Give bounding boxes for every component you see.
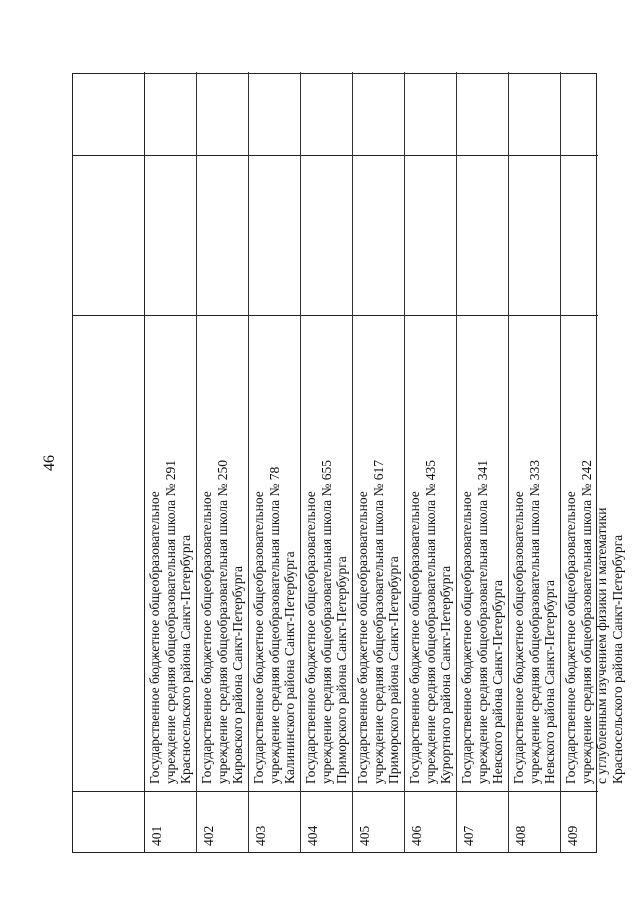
school-name-line: Красносельского района Санкт-Петербурга bbox=[609, 534, 625, 784]
school-name-line: Государственное бюджетное общеобразовательное bbox=[303, 491, 318, 784]
school-name-line: учреждение средняя общеобразовательная школа № 341 bbox=[474, 460, 490, 784]
row-number: 406 bbox=[409, 825, 424, 846]
school-name-line: Государственное бюджетное общеобразовательное bbox=[199, 491, 214, 784]
row-number: 403 bbox=[253, 825, 268, 846]
school-name bbox=[301, 318, 352, 788]
school-name bbox=[145, 318, 196, 788]
school-name-line: Государственное бюджетное общеобразовательное bbox=[251, 491, 266, 784]
school-name bbox=[509, 318, 560, 788]
row-number: 402 bbox=[201, 825, 216, 846]
schools-table bbox=[72, 73, 625, 853]
school-name-line: с углубленным изучением физики и математики bbox=[594, 507, 609, 784]
school-name-line: учреждение средняя общеобразовательная школа № 655 bbox=[318, 460, 334, 784]
school-name-line: Государственное бюджетное общеобразовательное bbox=[147, 491, 162, 784]
school-name-line: учреждение средняя общеобразовательная школа № 250 bbox=[214, 460, 230, 784]
school-name-line: учреждение средняя общеобразовательная школа № 291 bbox=[162, 460, 178, 784]
school-name-line: учреждение средняя общеобразовательная школа № 78 bbox=[266, 466, 282, 784]
table-row bbox=[249, 72, 301, 852]
school-name-line: Курортного района Санкт-Петербурга bbox=[438, 565, 453, 784]
school-name bbox=[561, 318, 630, 788]
school-name-line: Государственное бюджетное общеобразовательное bbox=[355, 491, 370, 784]
row-number: 404 bbox=[305, 825, 320, 846]
school-name-line: Красносельского района Санкт-Петербурга bbox=[178, 534, 193, 784]
school-name bbox=[405, 318, 456, 788]
school-name-line: учреждение средняя общеобразовательная школа № 333 bbox=[526, 460, 542, 784]
school-name-line: Приморского района Санкт-Петербурга bbox=[386, 556, 401, 784]
table-header-row bbox=[73, 72, 145, 852]
table-row bbox=[353, 72, 405, 852]
table-row bbox=[301, 72, 353, 852]
row-number: 401 bbox=[149, 825, 164, 846]
table-row bbox=[509, 72, 561, 852]
school-name-line: Государственное бюджетное общеобразовательное bbox=[407, 491, 422, 784]
school-name-line: Государственное бюджетное общеобразовательное bbox=[511, 491, 526, 784]
page-number: 46 bbox=[41, 455, 58, 471]
school-name bbox=[197, 318, 248, 788]
school-name bbox=[249, 318, 300, 788]
row-number: 407 bbox=[461, 825, 476, 846]
school-name-line: Государственное бюджетное общеобразовательное bbox=[563, 491, 578, 784]
school-name-line: Калининского района Санкт-Петербурга bbox=[282, 551, 297, 784]
school-name-line: Приморского района Санкт-Петербурга bbox=[334, 556, 349, 784]
school-name-line: Невского района Санкт-Петербурга bbox=[542, 579, 557, 784]
table-row bbox=[561, 72, 630, 852]
school-name-line: учреждение средняя общеобразовательная школа № 617 bbox=[370, 460, 386, 784]
table-row bbox=[145, 72, 197, 852]
school-name-line: Государственное бюджетное общеобразовательное bbox=[459, 491, 474, 784]
table-row bbox=[405, 72, 457, 852]
school-name bbox=[353, 318, 404, 788]
row-number: 409 bbox=[565, 825, 580, 846]
school-name-line: Невского района Санкт-Петербурга bbox=[490, 579, 505, 784]
table-row bbox=[457, 72, 509, 852]
row-number: 405 bbox=[357, 825, 372, 846]
school-name bbox=[457, 318, 508, 788]
school-name-line: учреждение средняя общеобразовательная школа № 435 bbox=[422, 460, 438, 784]
school-name-line: Кировского района Санкт-Петербурга bbox=[230, 565, 245, 784]
school-name-line: учреждение средняя общеобразовательная школа № 242 bbox=[578, 460, 594, 784]
table-row bbox=[197, 72, 249, 852]
rotated-table-region bbox=[41, 73, 625, 853]
row-number: 408 bbox=[513, 825, 528, 846]
